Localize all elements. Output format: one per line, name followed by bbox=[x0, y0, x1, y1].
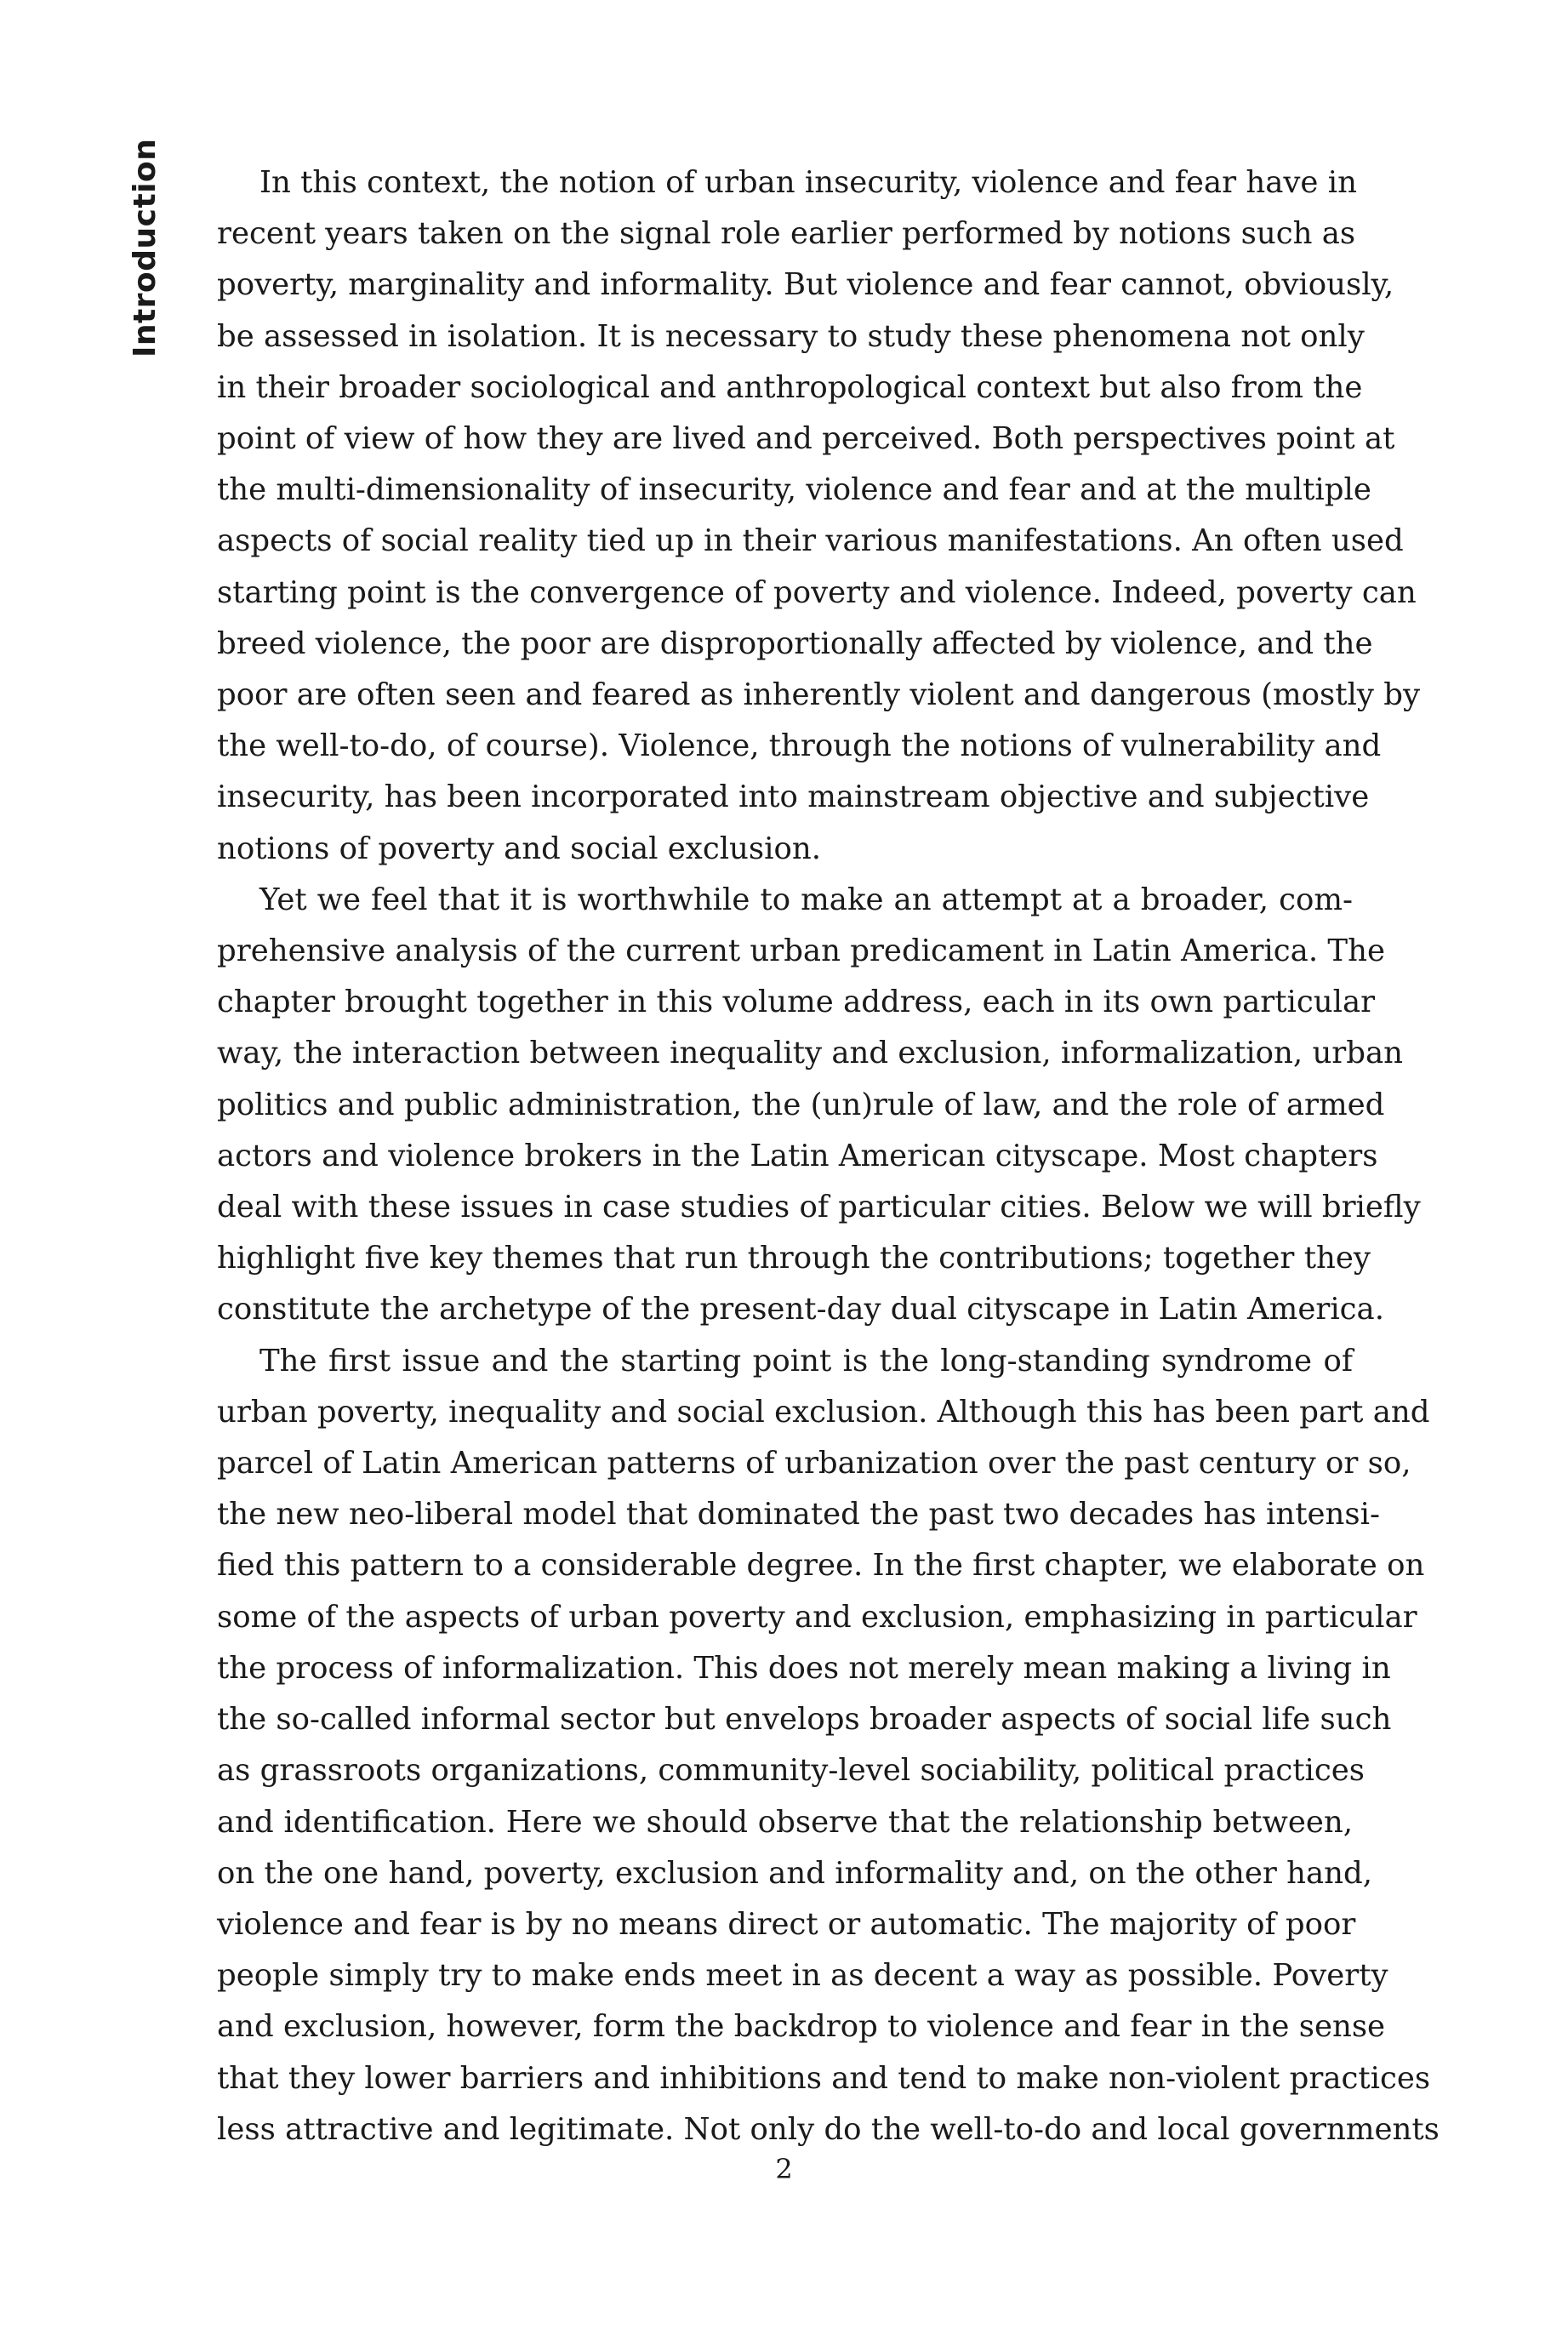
paragraph-1 bbox=[217, 157, 1421, 875]
text-line: the so-called informal sector but envelops broader aspects of social life such bbox=[217, 1702, 1392, 1738]
text-line: actors and violence brokers in the Latin American cityscape. Most chapters bbox=[217, 1138, 1378, 1173]
text-line: and identification. Here we should observe that the relationship between, bbox=[217, 1804, 1353, 1840]
text-line: in their broader sociological and anthropological context but also from the bbox=[217, 369, 1363, 405]
body-text bbox=[217, 157, 1440, 2155]
text-line: notions of poverty and social exclusion. bbox=[217, 831, 822, 866]
text-line: that they lower barriers and inhibitions and tend to make non-violent practices bbox=[217, 2060, 1431, 2096]
text-line: recent years taken on the signal role earlier performed by notions such as bbox=[217, 216, 1356, 252]
text-line: way, the interaction between inequality and exclusion, informalization, urban bbox=[217, 1036, 1404, 1071]
text-line: less attractive and legitimate. Not only do the well-to-do and local governments bbox=[217, 2111, 1440, 2147]
text-line: aspects of social reality tied up in their various manifestations. An often used bbox=[217, 523, 1404, 559]
text-line: the process of informalization. This does not merely mean making a living in bbox=[217, 1650, 1391, 1686]
text-line: deal with these issues in case studies of particular cities. Below we will briefly bbox=[217, 1190, 1421, 1225]
paragraph-2 bbox=[217, 875, 1421, 1336]
text-line: prehensive analysis of the current urban predicament in Latin America. The bbox=[217, 933, 1385, 969]
text-line: point of view of how they are lived and perceived. Both perspectives point at bbox=[217, 421, 1395, 457]
text-line: constitute the archetype of the present-day dual cityscape in Latin America. bbox=[217, 1292, 1385, 1327]
text-line: the multi-dimensionality of insecurity, violence and fear and at the multiple bbox=[217, 472, 1371, 508]
text-line: violence and fear is by no means direct or automatic. The majority of poor bbox=[217, 1906, 1356, 1942]
text-line: the well-to-do, of course). Violence, through the notions of vulnerability and bbox=[217, 728, 1382, 764]
text-line: on the one hand, poverty, exclusion and informality and, on the other hand, bbox=[217, 1855, 1372, 1891]
text-line: insecurity, has been incorporated into mainstream objective and subjective bbox=[217, 779, 1370, 815]
text-line: parcel of Latin American patterns of urbanization over the past century or so, bbox=[217, 1446, 1411, 1481]
running-head: Introduction bbox=[128, 138, 163, 357]
text-line: some of the aspects of urban poverty and exclusion, emphasizing in particular bbox=[217, 1599, 1417, 1635]
text-line: poverty, marginality and informality. But violence and fear cannot, obviously, bbox=[217, 267, 1394, 303]
text-line: poor are often seen and feared as inherently violent and dangerous (mostly by bbox=[217, 677, 1421, 713]
text-line: and exclusion, however, form the backdrop to violence and fear in the sense bbox=[217, 2009, 1386, 2045]
text-line: the new neo-liberal model that dominated the past two decades has intensi- bbox=[217, 1497, 1380, 1533]
text-line: as grassroots organizations, community-level sociability, political practices bbox=[217, 1753, 1365, 1789]
paragraph-3 bbox=[217, 1336, 1440, 2155]
text-line: highlight five key themes that run through the contributions; together they bbox=[217, 1241, 1371, 1276]
text-line: breed violence, the poor are disproportionally affected by violence, and the bbox=[217, 625, 1373, 661]
text-line: be assessed in isolation. It is necessary to study these phenomena not only bbox=[217, 318, 1365, 354]
text-line: urban poverty, inequality and social exclusion. Although this has been part and bbox=[217, 1394, 1430, 1430]
text-line: chapter brought together in this volume address, each in its own particular bbox=[217, 985, 1376, 1020]
text-line: Yet we feel that it is worthwhile to make an attempt at a broader, com- bbox=[259, 882, 1353, 917]
text-line: politics and public administration, the (un)rule of law, and the role of armed bbox=[217, 1087, 1385, 1122]
text-line: In this context, the notion of urban insecurity, violence and fear have in bbox=[259, 165, 1357, 200]
text-line: The first issue and the starting point is the long-standing syndrome of bbox=[259, 1343, 1353, 1379]
text-line: people simply try to make ends meet in as decent a way as possible. Poverty bbox=[217, 1958, 1388, 1994]
page-number: 2 bbox=[775, 2153, 793, 2185]
text-line: starting point is the convergence of poverty and violence. Indeed, poverty can bbox=[217, 574, 1417, 610]
text-line: fied this pattern to a considerable degree. In the first chapter, we elaborate on bbox=[217, 1548, 1425, 1584]
